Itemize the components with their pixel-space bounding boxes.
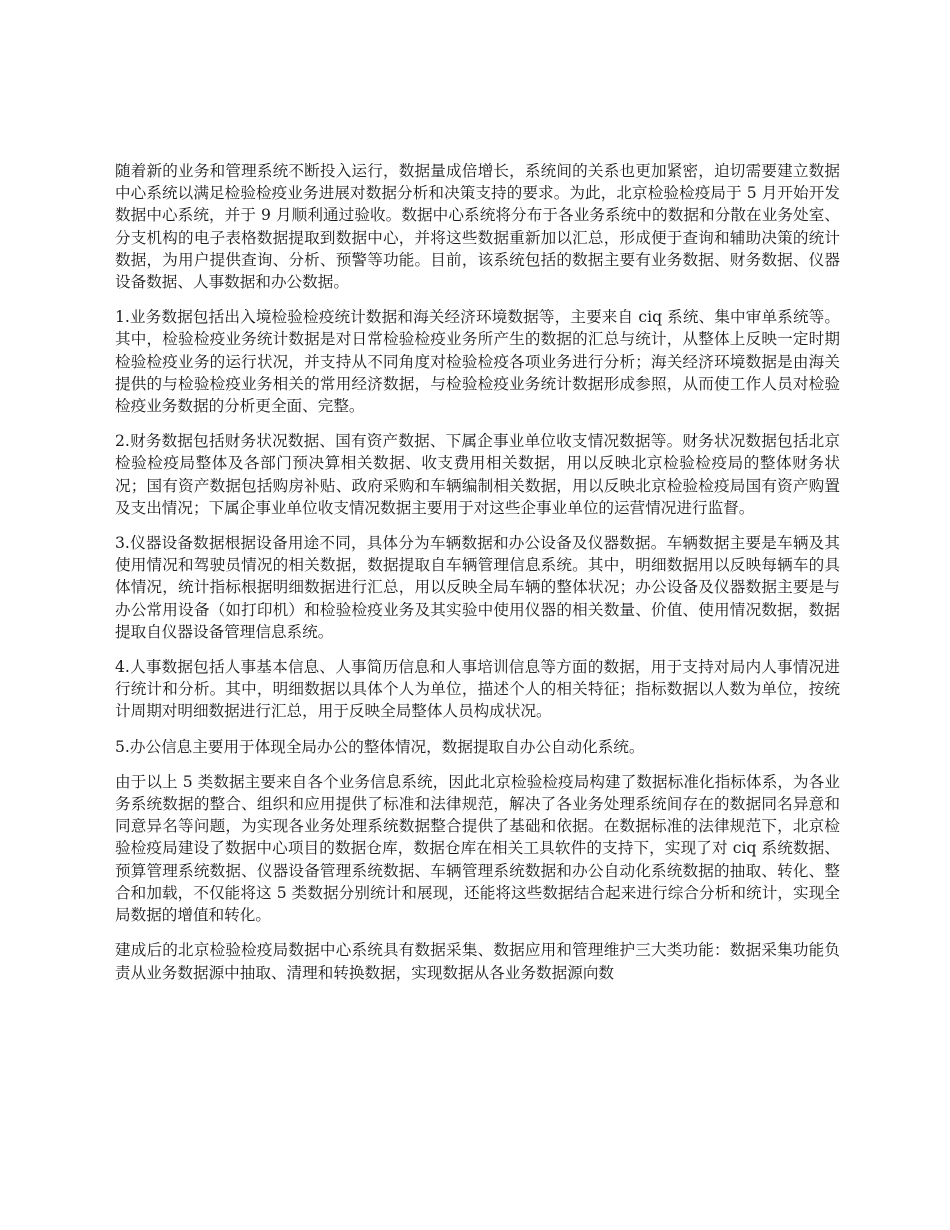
document-body	[115, 160, 840, 997]
paragraph-finance-data: 2.财务数据包括财务状况数据、国有资产数据、下属企事业单位收支情况数据等。财务状况数据包括北京检验检疫局整体及各部门预决算相关数据、收支费用相关数据，用以反映北京检验检疫局的整体财务状况；国有资产数据包括购房补贴、政府采购和车辆编制相关数据，用以反映北京检验检疫局国有资产购置及支出情况；下属企事业单位收支情况数据主要用于对这些企事业单位的运营情况进行监督。	[115, 432, 840, 517]
paragraph-equipment-data: 3.仪器设备数据根据设备用途不同，具体分为车辆数据和办公设备及仪器数据。车辆数据主要是车辆及其使用情况和驾驶员情况的相关数据，数据提取自车辆管理信息系统。其中，明细数据用以反映每辆车的具体情况，统计指标根据明细数据进行汇总，用以反映全局车辆的整体状况；办公设备及仪器数据主要是与办公常用设备（如打印机）和检验检疫业务及其实验中使用仪器的相关数量、价值、使用情况数据，数据提取自仪器设备管理信息系统。	[115, 534, 840, 641]
paragraph-intro: 随着新的业务和管理系统不断投入运行，数据量成倍增长，系统间的关系也更加紧密，迫切需要建立数据中心系统以满足检验检疫业务进展对数据分析和决策支持的要求。为此，北京检验检疫局于 5 月开始开发数据中心系统，并于 9 月顺利通过验收。数据中心系统将分布于各业务系统中的数据和分散在业务处室、分支机构的电子表格数据提取到数据中心，并将这些数据重新加以汇总，形成便于查询和辅助决策的统计数据，为用户提供查询、分析、预警等功能。目前，该系统包括的数据主要有业务数据、财务数据、仪器设备数据、人事数据和办公数据。	[115, 162, 840, 292]
paragraph-business-data: 1.业务数据包括出入境检验检疫统计数据和海关经济环境数据等，主要来自 ciq 系统、集中审单系统等。其中，检验检疫业务统计数据是对日常检验检疫业务所产生的数据的汇总与统计，从整体上反映一定时期检验检疫业务的运行状况，并支持从不同角度对检验检疫各项业务进行分析；海关经济环境数据是由海关提供的与检验检疫业务相关的常用经济数据，与检验检疫业务统计数据形成参照，从而使工作人员对检验检疫业务数据的分析更全面、完整。	[115, 308, 840, 416]
paragraph-office-data: 5.办公信息主要用于体现全局办公的整体情况，数据提取自办公自动化系统。	[115, 737, 645, 756]
paragraph-personnel-data: 4.人事数据包括人事基本信息、人事简历信息和人事培训信息等方面的数据，用于支持对局内人事情况进行统计和分析。其中，明细数据以具体个人为单位，描述个人的相关特征；指标数据以人数为单位，按统计周期对明细数据进行汇总，用于反映全局整体人员构成状况。	[115, 658, 840, 721]
paragraph-system-functions: 建成后的北京检验检疫局数据中心系统具有数据采集、数据应用和管理维护三大类功能：数据采集功能负责从业务数据源中抽取、清理和转换数据，实现数据从各业务数据源向数	[115, 941, 840, 982]
paragraph-data-standards: 由于以上 5 类数据主要来自各个业务信息系统，因此北京检验检疫局构建了数据标准化指标体系，为各业务系统数据的整合、组织和应用提供了标准和法律规范，解决了各业务处理系统间存在的数据同名异意和同意异名等问题，为实现各业务处理系统数据整合提供了基础和依据。在数据标准的法律规范下，北京检验检疫局建设了数据中心项目的数据仓库，数据仓库在相关工具软件的支持下，实现了对 ciq 系统数据、预算管理系统数据、仪器设备管理系统数据、车辆管理系统数据和办公自动化系统数据的抽取、转化、整合和加载，不仅能将这 5 类数据分别统计和展现，还能将这些数据结合起来进行综合分析和统计，实现全局数据的增值和转化。	[115, 772, 840, 925]
